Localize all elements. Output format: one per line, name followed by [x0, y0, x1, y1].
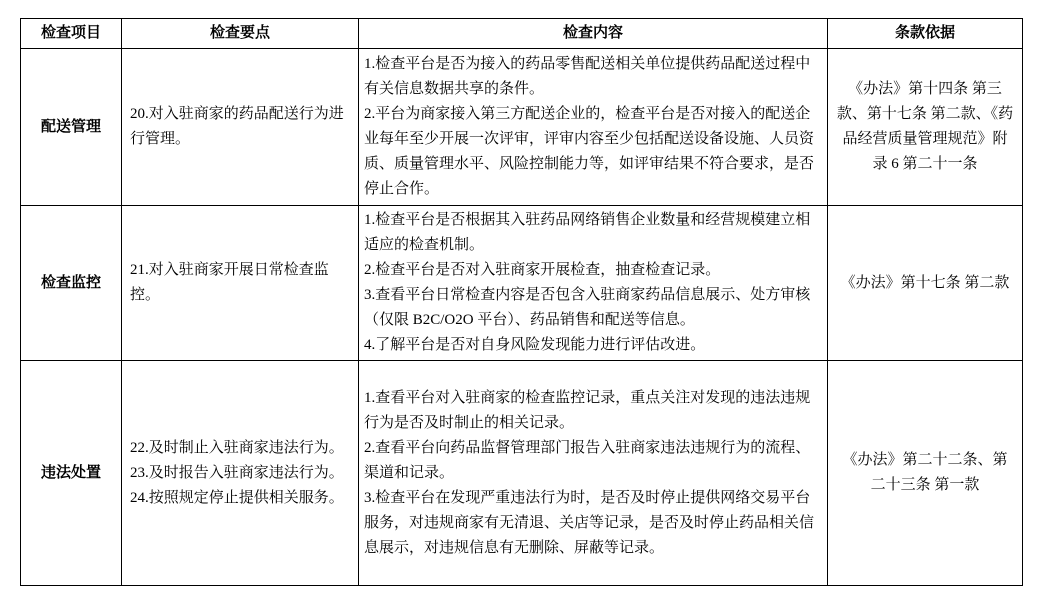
table-row-inspection-monitoring: [21, 206, 1023, 361]
content-cell: [359, 206, 828, 361]
content-text: 4.了解平台是否对自身风险发现能力进行评估改进。: [364, 337, 706, 353]
point-text: 23.及时报告入驻商家违法行为。: [130, 464, 344, 481]
column-header-inspection-points: 检查要点: [122, 19, 359, 49]
inspection-table: [20, 18, 1023, 586]
item-cell: 检查监控: [21, 206, 122, 361]
content-text: 1.检查平台是否为接入的药品零售配送相关单位提供药品配送过程中有关信息数据共享的条件。: [364, 56, 811, 97]
table-row-delivery-management: [21, 49, 1023, 206]
content-cell: [359, 49, 828, 206]
item-cell: 配送管理: [21, 49, 122, 206]
point-text: 22.及时制止入驻商家违法行为。: [130, 439, 344, 456]
basis-cell: 《办法》第二十二条、第二十三条 第一款: [828, 361, 1023, 586]
column-header-inspection-item: 检查项目: [21, 19, 122, 49]
item-cell: 违法处置: [21, 361, 122, 586]
content-text: 1.检查平台是否根据其入驻药品网络销售企业数量和经营规模建立相适应的检查机制。: [364, 212, 811, 253]
point-text: 24.按照规定停止提供相关服务。: [130, 489, 344, 506]
basis-cell: 《办法》第十七条 第二款: [828, 206, 1023, 361]
point-text: 20.对入驻商家的药品配送行为进行管理。: [130, 106, 344, 147]
content-text: 1.查看平台对入驻商家的检查监控记录，重点关注对发现的违法违规行为是否及时制止的相关记录。: [364, 389, 811, 431]
column-header-inspection-content: 检查内容: [359, 19, 828, 49]
content-text: 3.检查平台在发现严重违法行为时，是否及时停止提供网络交易平台服务，对违规商家有无清退、关店等记录，是否及时停止药品相关信息展示，对违规信息有无删除、屏蔽等记录。: [364, 489, 815, 556]
content-text: 2.平台为商家接入第三方配送企业的，检查平台是否对接入的配送企业每年至少开展一次评审，评审内容至少包括配送设备设施、人员资质、质量管理水平、风险控制能力等，如评审结果不符合要求，是否停止合作。: [364, 106, 815, 197]
point-text: 21.对入驻商家开展日常检查监控。: [130, 262, 329, 303]
points-cell: [122, 206, 359, 361]
points-cell: [122, 361, 359, 586]
content-text: 2.查看平台向药品监督管理部门报告入驻商家违法违规行为的流程、渠道和记录。: [364, 439, 811, 481]
content-cell: [359, 361, 828, 586]
basis-cell: 《办法》第十四条 第三款、第十七条 第二款、《药品经营质量管理规范》附录 6 第二十一条: [828, 49, 1023, 206]
points-cell: [122, 49, 359, 206]
content-text: 2.检查平台是否对入驻商家开展检查，抽查检查记录。: [364, 262, 721, 278]
column-header-clause-basis: 条款依据: [828, 19, 1023, 49]
content-text: 3.查看平台日常检查内容是否包含入驻商家药品信息展示、处方审核（仅限 B2C/O2O 平台）、药品销售和配送等信息。: [364, 287, 811, 328]
table-row-illegal-handling: [21, 361, 1023, 586]
table-header-row: [21, 19, 1023, 49]
